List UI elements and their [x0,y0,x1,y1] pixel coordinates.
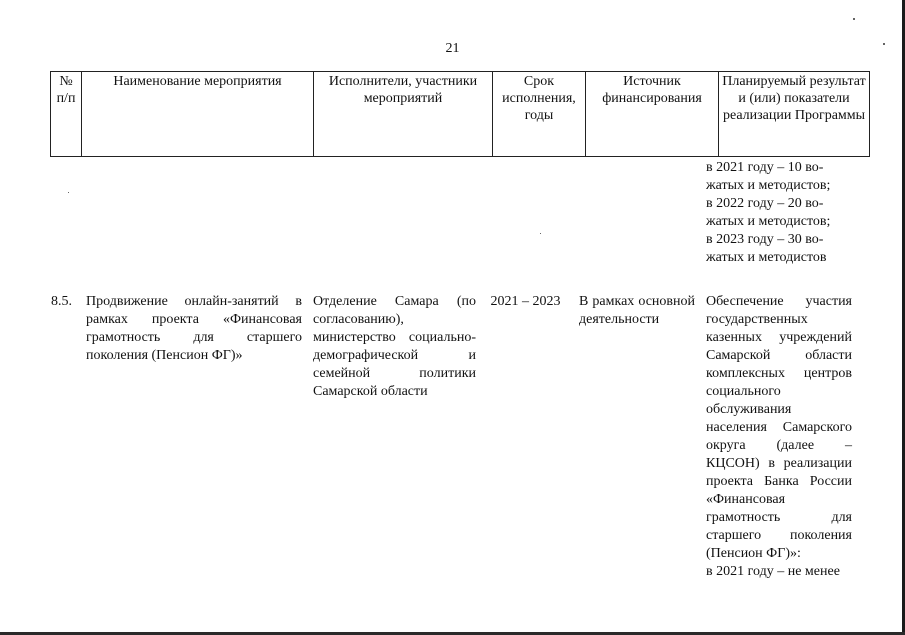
continuation-line: жатых и методистов [706,250,827,265]
row-number: 8.5. [51,294,72,309]
continuation-line: жатых и методистов; [706,178,831,193]
continuation-line: в 2021 году – 10 во- [706,160,824,175]
row-result [706,293,852,581]
header-col-source: Источник финансирования [586,72,719,157]
scan-speck [540,233,541,234]
continuation-line: в 2022 году – 20 во- [706,196,824,211]
scan-speck [68,192,69,193]
row-funding-source: В рамках основной деятельности [579,294,695,327]
header-col-result: Планируемый результат и (или) показатели реализации Программы [719,72,870,157]
row-result-tail: в 2021 году – не менее [706,564,840,579]
result-continuation [706,159,852,267]
table-header [50,71,870,157]
row-result-text: Обеспечение участия государственных казенных учреждений Самарской области комплексных центров социального обслуживания населения Самарского округа (далее – КЦСОН) в реализации проекта Банка России «Финансовая грамотность для старшего поколения (Пенсион ФГ)»: [706,294,852,561]
header-col-name: Наименование мероприятия [82,72,314,157]
continuation-line: жатых и методистов; [706,214,831,229]
page-number: 21 [445,41,460,56]
header-col-executors: Исполнители, участники мероприятий [314,72,493,157]
scan-speck [853,18,855,20]
row-executors: Отделение Самара (по согласованию), министерство социально-демографической и семейной политики Самарской области [313,294,476,399]
row-event-name: Продвижение онлайн-занятий в рамках проекта «Финансовая грамотность для старшего поколения (Пенсион ФГ)» [86,294,302,363]
row-term: 2021 – 2023 [490,294,561,309]
header-col-term: Срок исполнения, годы [493,72,586,157]
continuation-line: в 2023 году – 30 во- [706,232,824,247]
header-col-number: № п/п [51,72,82,157]
